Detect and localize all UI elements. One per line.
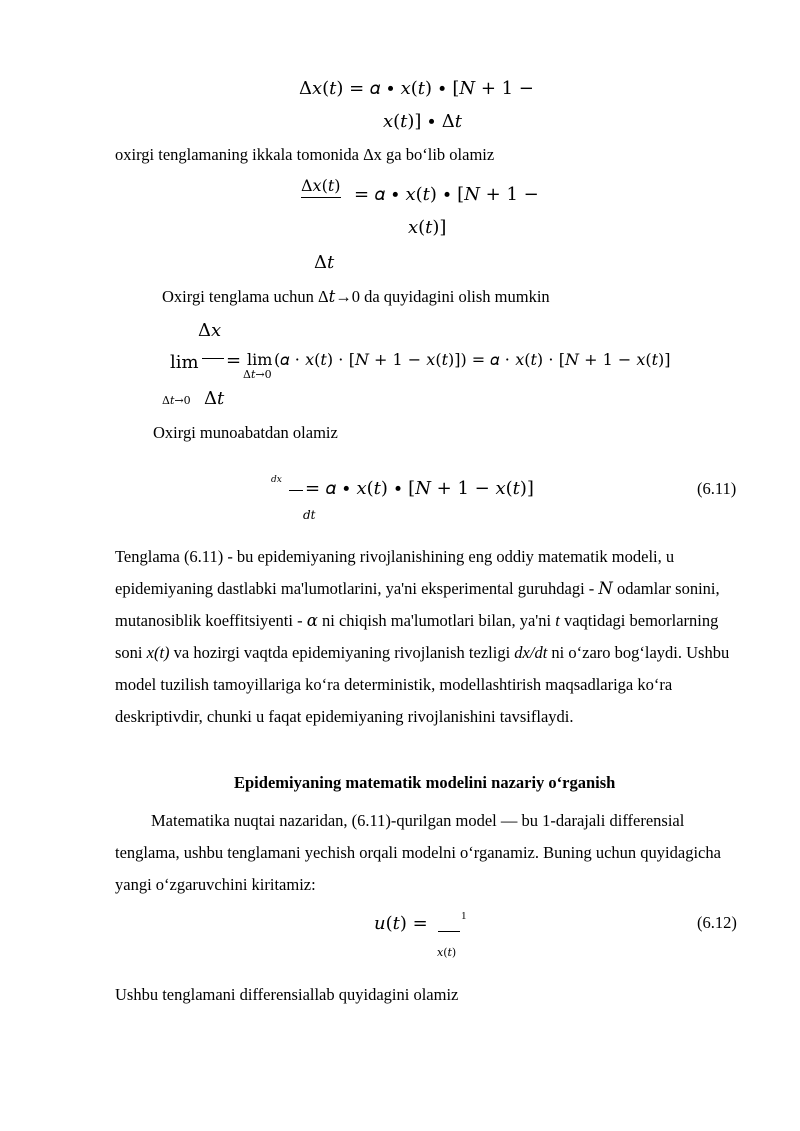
limit-operator: lim (247, 350, 273, 369)
limit-subscript: Δ𝑡→0 (162, 394, 191, 407)
equation-line: (𝛼 ⋅ 𝑥(𝑡) ⋅ [𝑁 + 1 − 𝑥(𝑡)]) = 𝛼 ⋅ 𝑥(𝑡) ⋅ [𝑁 + 1 − 𝑥(𝑡)] (274, 350, 671, 369)
fraction-bar (289, 490, 303, 491)
fraction-numerator: Δ𝑥 (198, 320, 222, 341)
paragraph-text: ni o‘zaro bog‘laydi. Ushbu model tuzilish tamoyillariga ko‘ra deterministik, modellashtirish maqsadlariga ko‘ra deskriptivdir, chunki u faqat epidemiyaning rivojlanishini tavsiflaydi. (115, 643, 730, 726)
fraction-bar (438, 931, 460, 932)
paragraph-text: vaqtidagi bemorlarning soni (115, 611, 719, 662)
fraction-denominator: Δ𝑡 (204, 388, 225, 409)
equation-line: = 𝛼 ∙ 𝑥(𝑡) ∙ [𝑁 + 1 − (354, 184, 539, 205)
paragraph-text: va hozirgi vaqtda epidemiyaning rivojlanish tezligi (169, 643, 515, 662)
paragraph (115, 541, 745, 733)
limit-operator: lim (170, 352, 199, 373)
equals-sign: = (226, 350, 242, 371)
fraction-bar (202, 358, 224, 359)
limit-subscript: Δ𝑡→0 (243, 368, 272, 381)
fraction-denominator: Δ𝑡 (314, 252, 335, 273)
fraction-denominator: 𝑑𝑡 (303, 508, 316, 522)
section-heading: Epidemiyaning matematik modelini nazariy o‘rganish (234, 773, 616, 792)
text-line: Ushbu tenglamani differensiallab quyidagini olamiz (115, 985, 459, 1004)
fraction-numerator: 1 (461, 910, 467, 922)
variable-alpha: 𝛼 (306, 611, 318, 630)
text-line: Oxirgi munoabatdan olamiz (153, 423, 338, 442)
equation-line: 𝑥(𝑡)] ∙ Δ𝑡 (383, 111, 462, 132)
variable-N: 𝑁 (598, 579, 613, 598)
fraction-numerator: 𝑑𝑥 (271, 475, 282, 485)
equation-number: (6.12) (697, 913, 737, 932)
equation-number: (6.11) (697, 479, 737, 498)
fraction-numerator: Δ𝑥(𝑡) (301, 176, 341, 198)
paragraph-text: odamlar sonini, mutanosiblik koeffitsiyenti - (115, 579, 720, 630)
paragraph-text: ni chiqish ma'lumotlari bilan, ya'ni (317, 611, 556, 630)
equation-line: Δ𝑥(𝑡) = 𝛼 ∙ 𝑥(𝑡) ∙ [𝑁 + 1 − (299, 78, 534, 99)
equation-lhs: 𝑢(𝑡) = (374, 913, 428, 934)
fraction-denominator: 𝑥(𝑡) (437, 946, 457, 959)
equation-line: = 𝛼 ∙ 𝑥(𝑡) ∙ [𝑁 + 1 − 𝑥(𝑡)] (305, 478, 534, 499)
equation-line: 𝑥(𝑡)] (408, 217, 447, 238)
text-line: oxirgi tenglamaning ikkala tomonida Δx ga bo‘lib olamiz (115, 145, 495, 164)
text-line: Oxirgi tenglama uchun Δ𝑡→0 da quyidagini olish mumkin (162, 287, 550, 306)
variable-t: t (555, 611, 560, 630)
variable-xt: x(t) (146, 643, 170, 662)
variable-dxdt: dx/dt (514, 643, 548, 662)
paragraph-text: Tenglama (6.11) - bu epidemiyaning rivojlanishining eng oddiy matematik modeli, u epidemiyaning dastlabki ma'lumotlarini, ya'ni eksperimental guruhdagi - (115, 547, 675, 598)
paragraph: Matematika nuqtai nazaridan, (6.11)-qurilgan model — bu 1-darajali differensial tenglama, ushbu tenglamani yechish orqali modelni o‘rganamiz. Buning uchun quyidagicha yangi o‘zgaruvchini kiritamiz: (115, 811, 721, 894)
